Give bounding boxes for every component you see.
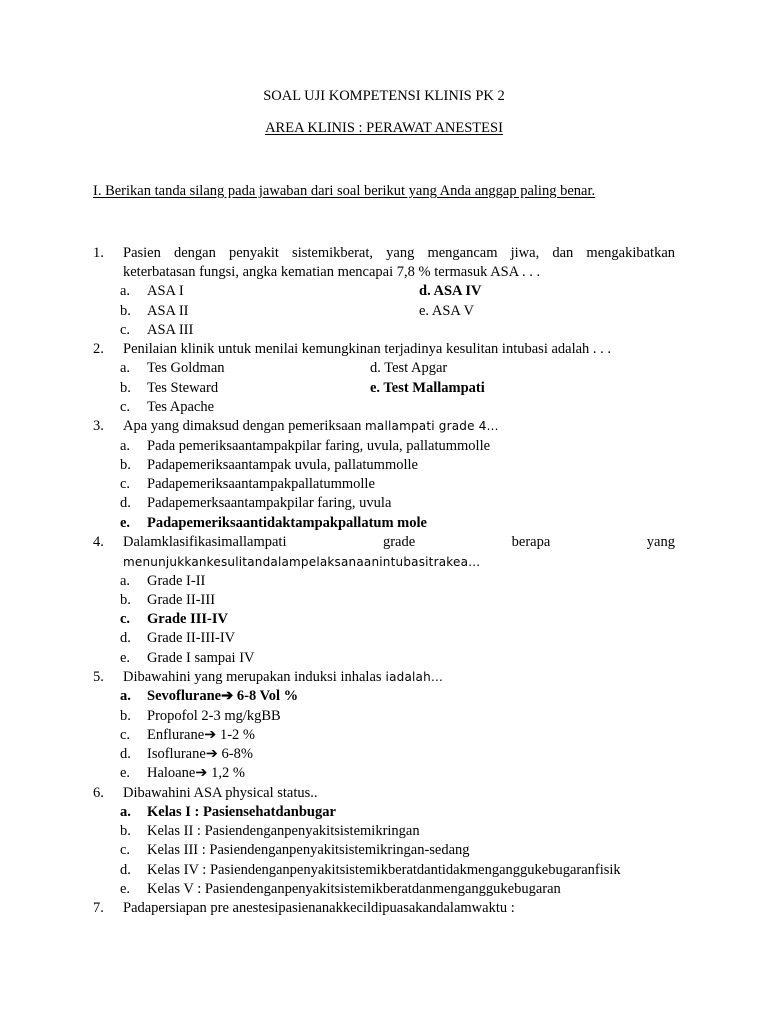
question-text: keterbatasan fungsi, angka kematian mencapai 7,8 % termasuk ASA . . . bbox=[123, 264, 541, 280]
question-number: 1. bbox=[93, 245, 104, 261]
question-text: Padapersiapan pre anestesipasienanakkecildipuasakandalamwaktu : bbox=[123, 900, 515, 916]
question-text: Penilaian klinik untuk menilai kemungkinan terjadinya kesulitan intubasi adalah . . . bbox=[123, 341, 612, 357]
document-page: SOAL UJI KOMPETENSI KLINIS PK 2 AREA KLINIS : PERAWAT ANESTESI I. Berikan tanda silang pada jawaban dari soal berikut yang Anda anggap paling benar. 1. Pasien dengan penyakit sistemikberat, yang mengancam jiwa, dan mengakibatkan keterbatasan fungsi, angka kematian mencapai 7,8 % termasuk ASA . . . a. ASA I b. ASA II c. ASA III d. ASA IV e. ASA V 2. Penilaian klinik untuk menilai kemungkinan terjadinya kesulitan intubasi adalah . . . a. Tes Goldman b. Tes Steward c. Tes Apache d. Test Apgar e. Test Mallampati 3. Apa yang dimaksud dengan pemeriksaan mallampati grade 4… a. Pada pemeriksaantampakpilar faring, uvula, pallatummolle b. Padapemeriksaantampak uvula, pallatummolle c. Padapemeriksaantampakpallatummolle d. Padapemerksaantampakpilar faring, uvula e. Padapemeriksaantidaktampakpallatum mole 4. Dalamklasifikasimallampati grade berapa yang menunjukkankesulitandalampelaksanaanintubasitrakea… a. Grade I-II b. Grade II-III c. Grade III-IV d. Grade II-III-IV e. Grade I sampai IV 5. Dibawahini yang merupakan induksi inhalas iadalah… a. Sevoflurane➔ 6-8 Vol % b. Propofol 2-3 mg/kgBB c. Enflurane➔ 1-2 % d. Isoflurane➔ 6-8% e. Haloane➔ 1,2 % 6. Dibawahini ASA physical status.. a. Kelas I : Pasiensehatdanbugar b. Kelas II : Pasiendenganpenyakitsistemikringan c. Kelas III : Pasiendenganpenyakitsistemikringan-sedang d. Kelas IV : Pasiendenganpenyakitsistemikberatdantidakmenganggukebugaranfisik e. Kelas V : Pasiendenganpenyakitsistemikberatdanmenganggukebugaran 7. Padapersiapan pre anestesipasienanakkecildipuasakandalamwaktu : bbox=[0, 0, 768, 1024]
question-text: Dibawahini yang merupakan induksi inhalas iadalah… bbox=[123, 669, 444, 685]
option-2e[interactable]: e. Test Mallampati bbox=[370, 380, 485, 396]
question-text: Pasien dengan penyakit sistemikberat, yang mengancam jiwa, dan mengakibatkan bbox=[123, 245, 675, 261]
option-2d[interactable]: d. Test Apgar bbox=[370, 360, 448, 376]
document-title: SOAL UJI KOMPETENSI KLINIS PK 2 bbox=[263, 88, 505, 104]
question-text: Dibawahini ASA physical status.. bbox=[123, 785, 318, 801]
option-1d[interactable]: d. ASA IV bbox=[419, 283, 482, 299]
instruction-text: I. Berikan tanda silang pada jawaban dari soal berikut yang Anda anggap paling benar. bbox=[93, 183, 596, 199]
question-4-text: Dalamklasifikasimallampati grade berapa yang bbox=[123, 534, 675, 550]
option-1e[interactable]: e. ASA V bbox=[419, 303, 474, 319]
document-subtitle: AREA KLINIS : PERAWAT ANESTESI bbox=[265, 120, 503, 136]
question-text: Apa yang dimaksud dengan pemeriksaan mallampati grade 4… bbox=[123, 418, 499, 434]
